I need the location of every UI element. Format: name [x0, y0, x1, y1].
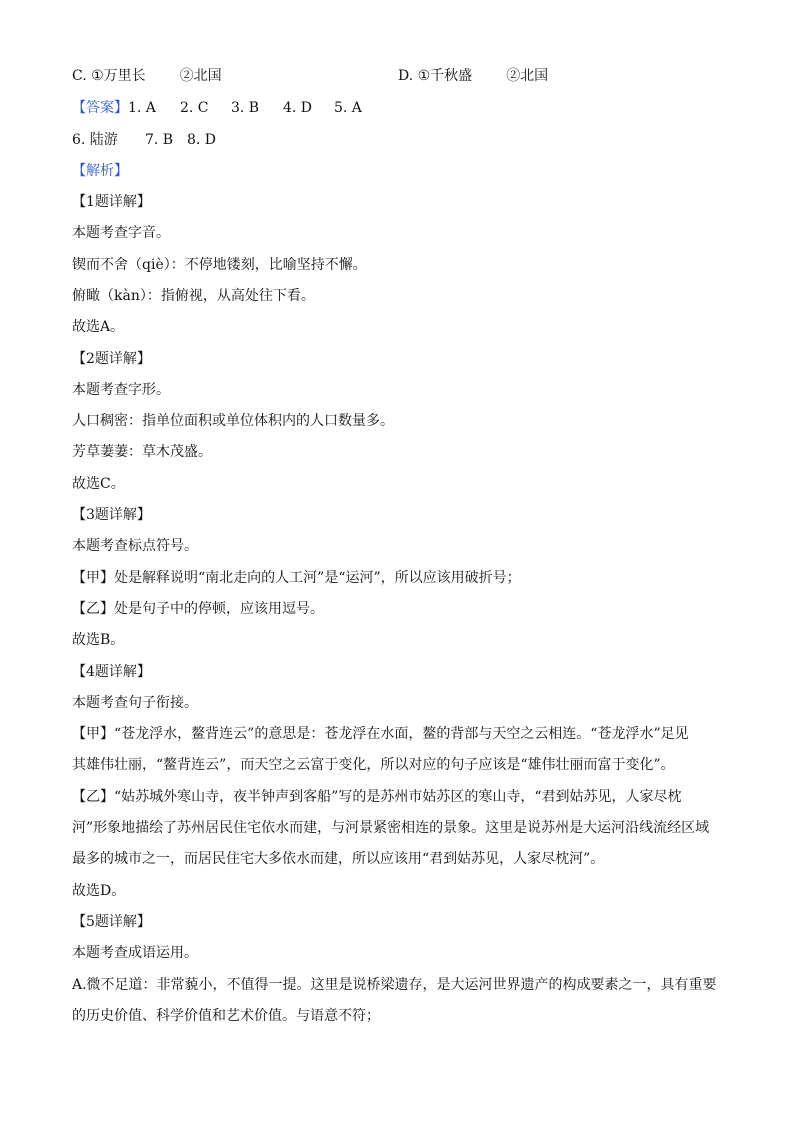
answer-item: 1. A	[128, 100, 156, 116]
text-line: 【3题详解】	[72, 507, 151, 523]
text-line: 【乙】“姑苏城外寒山寺，夜半钟声到客船”写的是苏州市姑苏区的寒山寺，“君到姑苏见，人家尽枕	[72, 788, 682, 805]
text-line: 河”形象地描绘了苏州居民住宅依水而建，与河景紧密相连的景象。这里是说苏州是大运河沿线流经区域	[72, 820, 710, 836]
text-line: 【5题详解】	[72, 913, 151, 930]
text-line: 俯瞰（kàn）：指俯视，从高处往下看。	[72, 287, 315, 304]
option-c-second: ②北国	[179, 68, 222, 84]
text-line: A.微不足道：非常藐小，不值得一提。这里是说桥梁遗存，是大运河世界遗产的构成要素之一，具有重要	[72, 976, 717, 993]
text-line: 锲而不舍（qiè）：不停地镂刻，比喻坚持不懈。	[72, 256, 367, 273]
text-line: 本题考查成语运用。	[72, 945, 198, 962]
text-line: 故选A。	[72, 319, 125, 336]
text-line: 本题考查字音。	[72, 225, 170, 242]
answer-item: 4. D	[283, 100, 313, 116]
answer-item: 8. D	[187, 132, 217, 148]
answers-row-1	[72, 99, 362, 117]
text-line: 【甲】处是解释说明“南北走向的人工河”是“运河”，所以应该用破折号；	[72, 569, 521, 586]
text-line: 芳草萋萋：草木茂盛。	[72, 444, 212, 461]
text-line: 【1题详解】	[72, 194, 151, 210]
text-line: 本题考查句子衔接。	[72, 694, 198, 711]
option-c-label: C. ①万里长	[72, 68, 146, 84]
text-line: 其雄伟壮丽，“鳌背连云”，而天空之云富于变化，所以对应的句子应该是“雄伟壮丽而富于变化”。	[72, 757, 675, 774]
text-line: 【乙】处是句子中的停顿，应该用逗号。	[72, 600, 324, 617]
options-row-cd	[72, 67, 222, 85]
answer-item: 6. 陆游	[72, 132, 118, 148]
answer-tag: 【答案】	[72, 100, 128, 116]
text-line: 故选C。	[72, 475, 125, 492]
text-line: 【甲】“苍龙浮水，鳌背连云”的意思是：苍龙浮在水面，鳌的背部与天空之云相连。“苍龙浮水”足见	[72, 726, 689, 743]
option-d-second: ②北国	[506, 68, 549, 84]
text-line: 故选B。	[72, 632, 125, 649]
options-row-d	[398, 67, 548, 85]
option-d-label: D. ①千秋盛	[398, 68, 473, 84]
text-line: 的历史价值、科学价值和艺术价值。与语意不符；	[72, 1007, 380, 1024]
text-line: 故选D。	[72, 882, 126, 899]
text-line: 【4题详解】	[72, 663, 151, 680]
text-line: 本题考查字形。	[72, 381, 170, 398]
text-line: 【2题详解】	[72, 350, 151, 367]
answer-item: 3. B	[231, 100, 260, 116]
answer-item: 2. C	[180, 100, 209, 116]
text-line: 最多的城市之一，而居民住宅大多依水而建，所以应该用“君到姑苏见，人家尽枕河”。	[72, 851, 605, 868]
text-line: 人口稠密：指单位面积或单位体积内的人口数量多。	[72, 413, 394, 430]
answer-item: 5. A	[334, 100, 362, 116]
text-line: 本题考查标点符号。	[72, 538, 198, 555]
answers-row-2	[72, 131, 216, 149]
answer-item: 7. B	[145, 132, 174, 148]
analysis-tag: 【解析】	[72, 163, 128, 179]
